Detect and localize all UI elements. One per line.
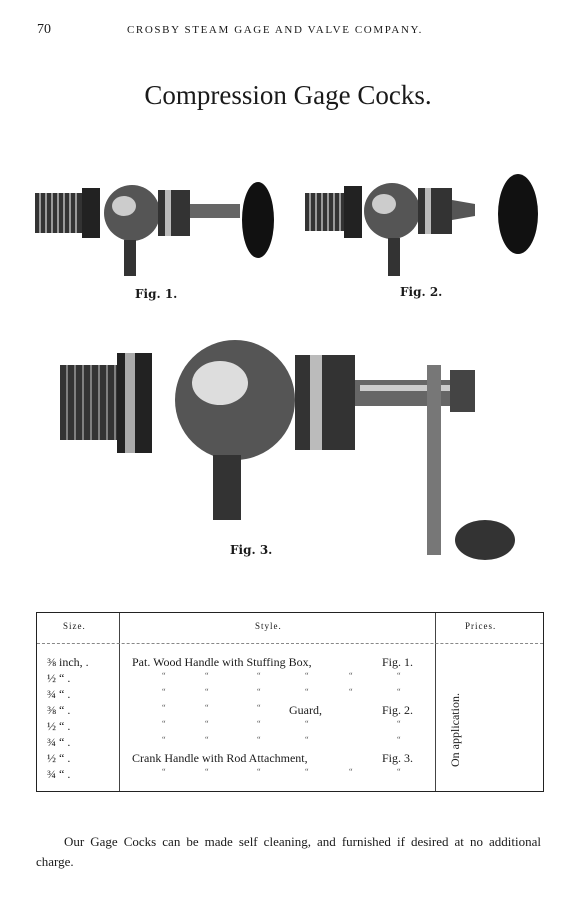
prices-cell: On application. xyxy=(448,693,462,767)
gage-cock-illustration-fig-2 xyxy=(300,158,545,283)
style-cell: Guard, xyxy=(289,703,322,717)
ditto-mark: “ xyxy=(205,719,209,728)
table-row xyxy=(37,655,543,670)
table-row xyxy=(37,671,543,686)
ditto-mark: “ xyxy=(305,671,309,680)
size-cell: ½ “ . xyxy=(47,671,71,685)
fig-cell: Fig. 3. xyxy=(382,751,414,765)
ditto-mark: “ xyxy=(205,703,209,712)
ditto-mark: “ xyxy=(257,703,261,712)
ditto-mark: “ xyxy=(397,687,401,696)
ditto-mark: “ xyxy=(162,687,166,696)
ditto-mark: “ xyxy=(205,767,209,776)
size-header: Size. xyxy=(63,621,86,631)
ditto-mark: “ xyxy=(397,671,401,680)
figure-caption-3: Fig. 3. xyxy=(230,543,273,557)
ditto-mark: “ xyxy=(162,767,166,776)
ditto-mark: “ xyxy=(257,687,261,696)
size-cell: ½ “ . xyxy=(47,719,71,733)
gage-cock-illustration-fig-3 xyxy=(55,335,530,565)
ditto-mark: “ xyxy=(162,671,166,680)
ditto-mark: “ xyxy=(205,671,209,680)
ditto-mark: “ xyxy=(349,767,353,776)
ditto-mark: “ xyxy=(205,735,209,744)
ditto-mark: “ xyxy=(162,735,166,744)
size-cell: ¾ “ . xyxy=(47,687,71,701)
ditto-mark: “ xyxy=(162,719,166,728)
fig-cell: Fig. 2. xyxy=(382,703,414,717)
running-head: CROSBY STEAM GAGE AND VALVE COMPANY. xyxy=(127,24,423,36)
size-cell: ¾ “ . xyxy=(47,767,71,781)
ditto-mark: “ xyxy=(162,703,166,712)
size-cell: ⅜ “ . xyxy=(47,703,71,717)
ditto-mark: “ xyxy=(205,687,209,696)
ditto-mark: “ xyxy=(397,767,401,776)
style-cell: Crank Handle with Rod Attachment, xyxy=(132,751,308,765)
size-cell: ½ “ . xyxy=(47,751,71,765)
body-paragraph: Our Gage Cocks can be made self cleaning, and furnished if desired at no additional charge. xyxy=(36,834,541,869)
ditto-mark: “ xyxy=(305,735,309,744)
ditto-mark: “ xyxy=(397,719,401,728)
prices-header: Prices. xyxy=(465,621,497,631)
page-number: 70 xyxy=(37,22,51,37)
figure-caption-1: Fig. 1. xyxy=(135,287,178,301)
ditto-mark: “ xyxy=(257,671,261,680)
ditto-mark: “ xyxy=(349,671,353,680)
size-cell: ¾ “ . xyxy=(47,735,71,749)
ditto-mark: “ xyxy=(305,687,309,696)
ditto-mark: “ xyxy=(305,767,309,776)
ditto-mark: “ xyxy=(257,719,261,728)
ditto-mark: “ xyxy=(397,735,401,744)
ditto-mark: “ xyxy=(349,687,353,696)
ditto-mark: “ xyxy=(305,719,309,728)
ditto-mark: “ xyxy=(257,735,261,744)
fig-cell: Fig. 1. xyxy=(382,655,414,669)
ditto-mark: “ xyxy=(257,767,261,776)
style-header: Style. xyxy=(255,621,282,631)
size-cell: ⅜ inch, . xyxy=(47,655,89,669)
gage-cock-illustration-fig-1 xyxy=(30,160,275,285)
style-cell: Pat. Wood Handle with Stuffing Box, xyxy=(132,655,312,669)
page-title: Compression Gage Cocks. xyxy=(144,80,432,110)
figure-caption-2: Fig. 2. xyxy=(400,285,443,299)
